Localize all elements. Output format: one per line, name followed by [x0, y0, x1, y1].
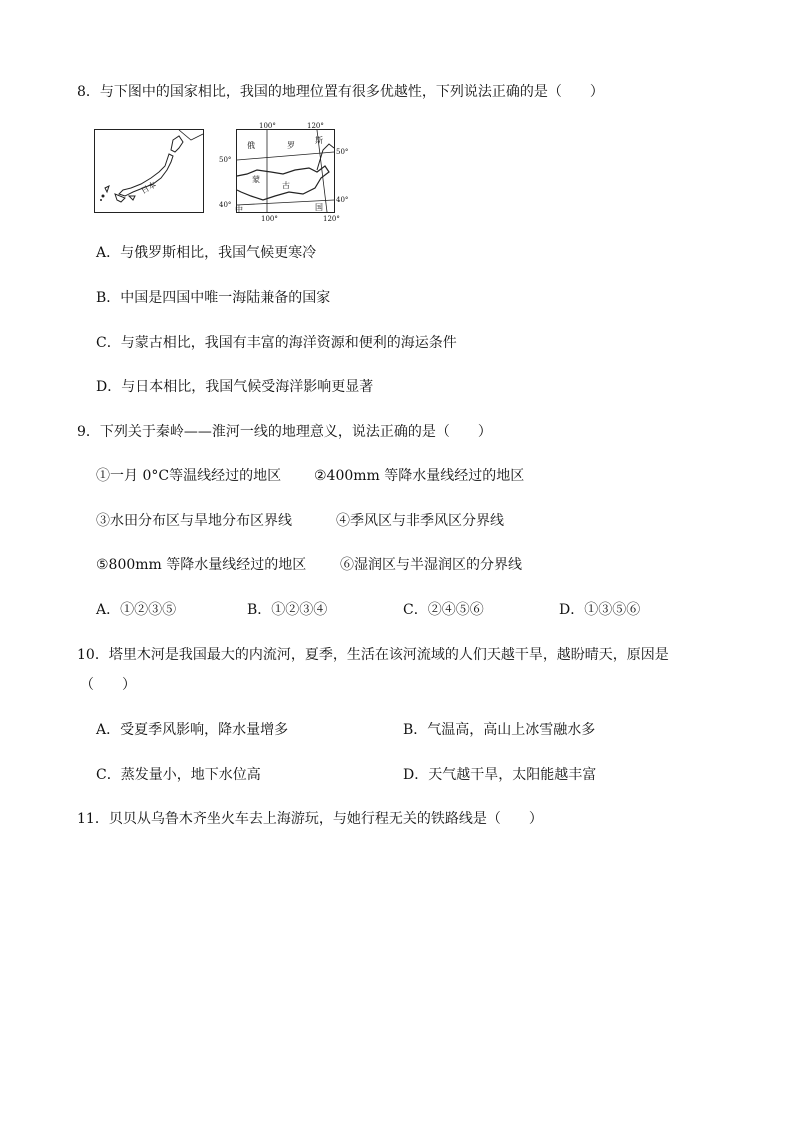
q9-item-2: ②400mm 等降水量线经过的地区 [314, 468, 525, 484]
label-si: 斯 [315, 136, 323, 145]
japan-map [94, 129, 204, 213]
q9-item-4: ④季风区与非季风区分界线 [336, 513, 504, 529]
label-meng: 蒙 [252, 175, 260, 184]
lon-tick-top-100: 100° [259, 122, 276, 130]
q9-item-6: ⑥湿润区与半湿润区的分界线 [340, 557, 522, 573]
q9-item-3: ③水田分布区与旱地分布区界线 [96, 513, 292, 529]
lon-tick-top-120: 120° [307, 122, 324, 130]
label-e: 俄 [247, 141, 255, 150]
mongolia-map-drawing [219, 122, 349, 223]
label-guo: 国 [315, 203, 323, 212]
q8-option-b[interactable]: B．中国是四国中唯一海陆兼备的国家 [96, 290, 331, 306]
mongolia-map [219, 122, 349, 223]
q8-option-a[interactable]: A．与俄罗斯相比，我国气候更寒冷 [96, 245, 317, 261]
q8-option-c[interactable]: C．与蒙古相比，我国有丰富的海洋资源和便利的海运条件 [96, 335, 457, 351]
lat-tick-left-50: 50° [219, 156, 232, 164]
question-10-stem: 10．塔里木河是我国最大的内流河，夏季，生活在该河流域的人们天越干旱，越盼晴天，原因是 [77, 647, 669, 663]
q9-item-1: ①一月 0°C等温线经过的地区 [96, 468, 282, 484]
question-11-stem: 11．贝贝从乌鲁木齐坐火车去上海游玩，与她行程无关的铁路线是（ ） [77, 811, 543, 827]
lat-tick-right-50: 50° [336, 148, 349, 156]
question-9-stem: 9．下列关于秦岭——淮河一线的地理意义，说法正确的是（ ） [77, 424, 492, 440]
lat-tick-right-40: 40° [336, 196, 349, 204]
label-gu: 古 [282, 181, 290, 190]
question-8-stem: 8．与下图中的国家相比，我国的地理位置有很多优越性，下列说法正确的是（ ） [77, 84, 604, 100]
q10-option-b[interactable]: B．气温高，高山上冰雪融水多 [403, 722, 596, 738]
lon-tick-bottom-100: 100° [261, 215, 278, 223]
q9-item-5: ⑤800mm 等降水量线经过的地区 [96, 557, 307, 573]
q10-option-d[interactable]: D．天气越干旱，太阳能越丰富 [403, 767, 597, 783]
q10-option-a[interactable]: A．受夏季风影响，降水量增多 [96, 722, 289, 738]
japan-map-drawing [95, 130, 203, 212]
q9-option-b[interactable]: B．①②③④ [247, 602, 328, 618]
q8-option-d[interactable]: D．与日本相比，我国气候受海洋影响更显著 [96, 379, 374, 395]
japan-label: 日本 [139, 179, 158, 196]
q10-option-c[interactable]: C．蒸发量小，地下水位高 [96, 767, 261, 783]
q9-option-d[interactable]: D．①③⑤⑥ [559, 602, 641, 618]
label-zhong: 中 [235, 205, 243, 214]
question-10-answer-blank: （ ） [80, 677, 136, 693]
label-luo: 罗 [287, 141, 295, 150]
q9-option-c[interactable]: C．②④⑤⑥ [403, 602, 484, 618]
lat-tick-left-40: 40° [219, 201, 232, 209]
q9-option-a[interactable]: A．①②③⑤ [96, 602, 177, 618]
lon-tick-bottom-120: 120° [323, 215, 340, 223]
